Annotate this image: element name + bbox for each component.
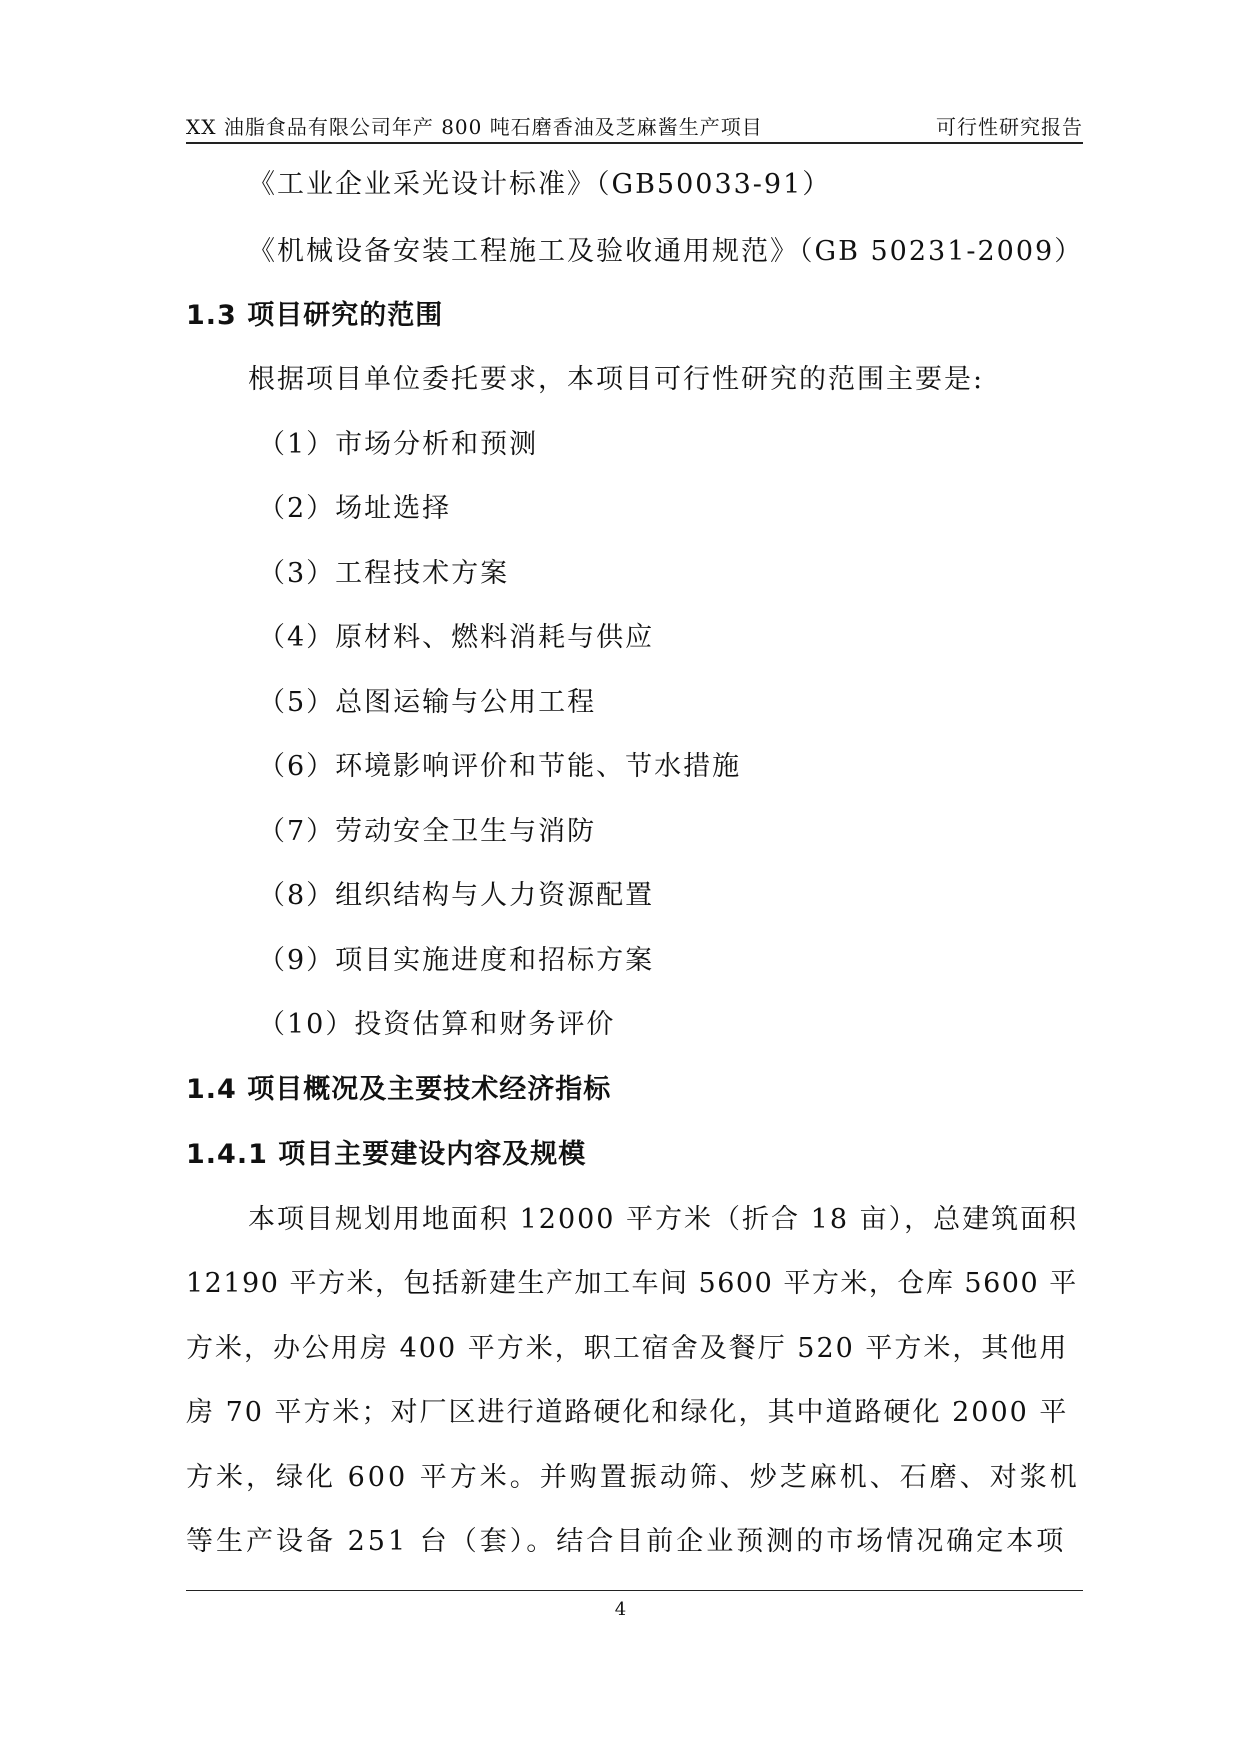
paragraph-line: 等生产设备 251 台（套）。结合目前企业预测的市场情况确定本项 bbox=[186, 1526, 1067, 1557]
page-number: 4 bbox=[614, 1599, 627, 1620]
scope-list-item: （4）原材料、燃料消耗与供应 bbox=[258, 622, 655, 653]
scope-list-item: （6）环境影响评价和节能、节水措施 bbox=[258, 751, 742, 782]
header-document-type: 可行性研究报告 bbox=[936, 115, 1083, 139]
paragraph-line: 方米，绿化 600 平方米。并购置振动筛、炒芝麻机、石磨、对浆机 bbox=[186, 1462, 1080, 1493]
scope-list-item: （1）市场分析和预测 bbox=[258, 429, 539, 460]
scope-list-item: （7）劳动安全卫生与消防 bbox=[258, 816, 597, 847]
scope-list-item: （9）项目实施进度和招标方案 bbox=[258, 945, 655, 976]
section-intro: 根据项目单位委托要求，本项目可行性研究的范围主要是: bbox=[248, 364, 985, 395]
paragraph-line: 本项目规划用地面积 12000 平方米（折合 18 亩），总建筑面积 bbox=[248, 1204, 1079, 1235]
section-heading-1-4: 1.4 项目概况及主要技术经济指标 bbox=[186, 1074, 612, 1105]
paragraph-line: 方米，办公用房 400 平方米，职工宿舍及餐厅 520 平方米，其他用 bbox=[186, 1333, 1069, 1364]
section-heading-1-3: 1.3 项目研究的范围 bbox=[186, 300, 444, 331]
section-heading-1-4-1: 1.4.1 项目主要建设内容及规模 bbox=[186, 1139, 587, 1170]
page-header bbox=[186, 112, 1083, 142]
scope-list-item: （2）场址选择 bbox=[258, 493, 452, 524]
header-project-title: XX 油脂食品有限公司年产 800 吨石磨香油及芝麻酱生产项目 bbox=[186, 115, 763, 139]
scope-list-item: （10）投资估算和财务评价 bbox=[258, 1009, 616, 1040]
header-divider bbox=[186, 142, 1083, 144]
standard-reference: 《机械设备安装工程施工及验收通用规范》（GB 50231-2009） bbox=[248, 236, 1084, 267]
footer-divider bbox=[186, 1590, 1083, 1591]
scope-list-item: （8）组织结构与人力资源配置 bbox=[258, 880, 655, 911]
paragraph-line: 房 70 平方米；对厂区进行道路硬化和绿化，其中道路硬化 2000 平 bbox=[186, 1397, 1069, 1428]
paragraph-line: 12190 平方米，包括新建生产加工车间 5600 平方米，仓库 5600 平 bbox=[186, 1268, 1078, 1299]
standard-reference: 《工业企业采光设计标准》（GB50033-91） bbox=[248, 169, 832, 200]
scope-list-item: （3）工程技术方案 bbox=[258, 558, 510, 589]
scope-list-item: （5）总图运输与公用工程 bbox=[258, 687, 597, 718]
